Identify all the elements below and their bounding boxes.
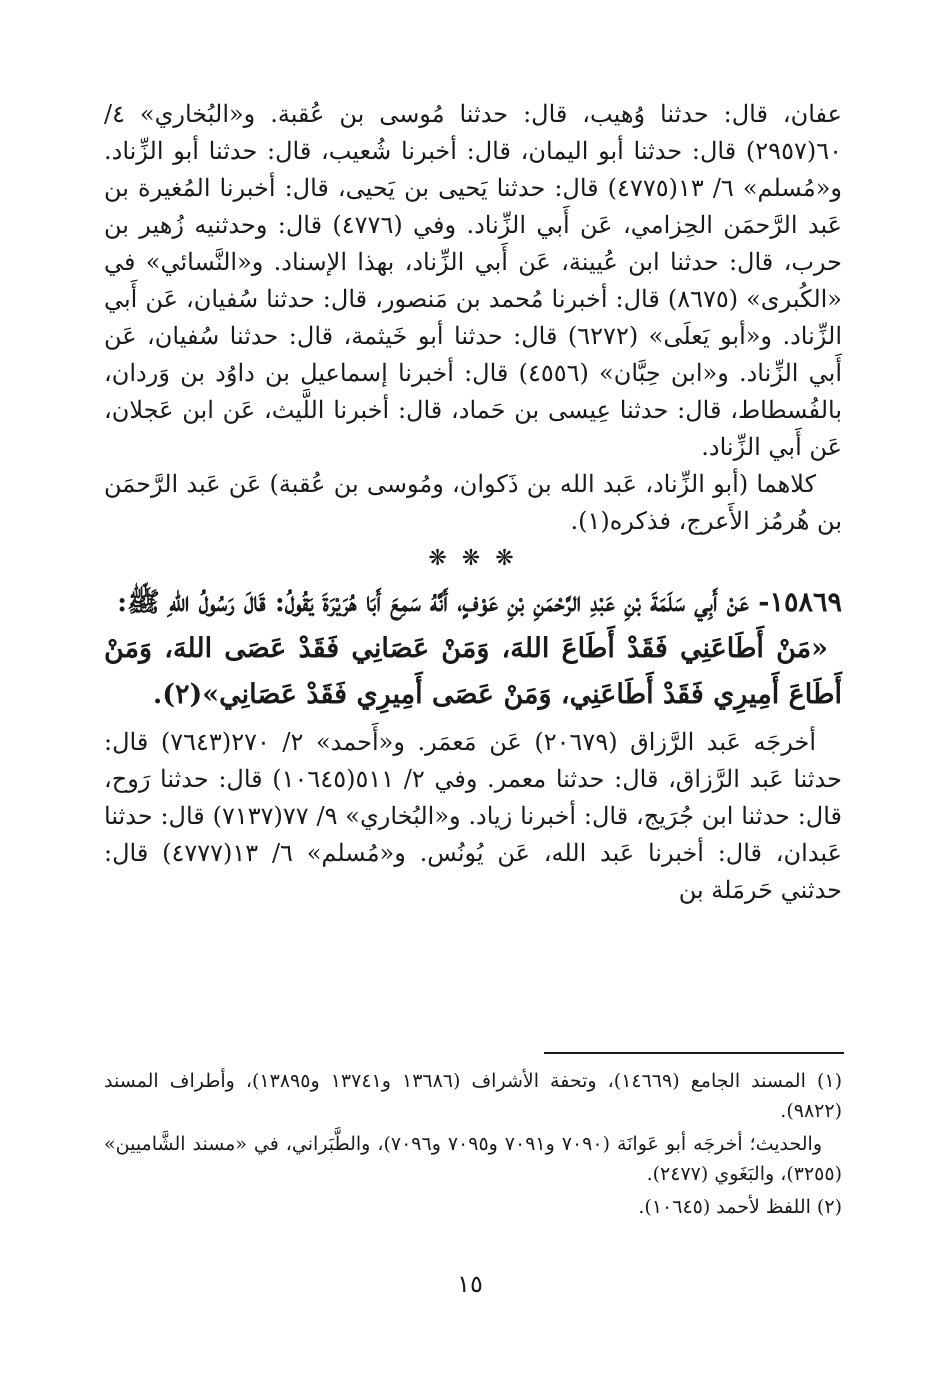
takhrij-paragraph: أخرجَه عَبد الرَّزاق (٢٠٦٧٩) عَن مَعمَر. و«أَحمد» ٢/ ٢٧٠(٧٦٤٣) قال: حدثنا عَبد الرَّزاق، قال: حدثنا معمر. وفي ٢/ ٥١١(١٠٦٤٥) قال: حدثنا رَوح، قال: حدثنا ابن جُرَيج، قال: أخبرنا زياد. و«البُخاري» ٩/ ٧٧(٧١٣٧) قال: حدثنا عَبدان، قال: أخبرنا عَبد الله، عَن يُونُس. و«مُسلم» ٦/ ١٣(٤٧٧٧) قال: حدثني حَرمَلة بن [104, 728, 842, 904]
hadith-text: «مَنْ أَطَاعَنِي فَقَدْ أَطَاعَ اللهَ، وَمَنْ عَصَانِي فَقَدْ عَصَى اللهَ، وَمَنْ أَطَاعَ أَمِيرِي فَقَدْ أَطَاعَنِي، وَمَنْ عَصَى أَمِيرِي فَقَدْ عَصَانِي»(٢). [104, 633, 842, 710]
section-separator: ❋ ❋ ❋ [428, 546, 518, 571]
footnotes [104, 1066, 842, 1225]
summary-paragraph: كلاهما (أبو الزِّناد، عَبد الله بن ذَكوان، ومُوسى بن عُقبة) عَن عَبد الرَّحمَن بن هُرمُز الأَعرج، فذكره(١). [104, 470, 842, 535]
footnote-1-continued: والحديث؛ أخرجَه أبو عَوانَة (٧٠٩٠ و٧٠٩١ و٧٠٩٥ و٧٠٩٦)، والطَّبَراني، في «مسند الشَّاميين» (٣٢٥٥)، والبَغَوي (٢٤٧٧). [104, 1133, 842, 1185]
footnote-1: (١) المسند الجامع (١٤٦٦٩)، وتحفة الأشراف (١٣٦٨٦ و١٣٧٤١ و١٣٨٩٥)، وأطراف المسند (٩٨٢٢). [104, 1070, 842, 1122]
footnote-divider [544, 1052, 844, 1054]
isnad-paragraph: عفان، قال: حدثنا وُهيب، قال: حدثنا مُوسى بن عُقبة. و«البُخاري» ٤/ ٦٠(٢٩٥٧) قال: حدثنا أبو اليمان، قال: أخبرنا شُعيب، قال: حدثنا أبو الزِّناد. و«مُسلم» ٦/ ١٣(٤٧٧٥) قال: حدثنا يَحيى بن يَحيى، قال: أخبرنا المُغيرة بن عَبد الرَّحمَن الحِزامي، عَن أَبي الزِّناد. وفي (٤٧٧٦) قال: وحدثنيه زُهير بن حرب، قال: حدثنا ابن عُيينة، عَن أَبي الزِّناد، بهذا الإسناد. و«النَّسائي» في «الكُبرى» (٨٦٧٥) قال: أخبرنا مُحمد بن مَنصور، قال: حدثنا سُفيان، عَن أَبي الزِّناد. و«أبو يَعلَى» (٦٢٧٢) قال: حدثنا أبو خَيثمة، قال: حدثنا سُفيان، عَن أَبي الزِّناد. و«ابن حِبَّان» (٤٥٥٦) قال: أخبرنا إسماعيل بن داوُد بن وَردان، بالفُسطاط، قال: حدثنا عِيسى بن حَماد، قال: أخبرنا اللَّيث، عَن ابن عَجلان، عَن أَبي الزِّناد. [104, 100, 843, 461]
main-text [104, 96, 842, 909]
hadith-heading: ١٥٨٦٩- عَنْ أَبِي سَلَمَةَ بْنِ عَبْدِ الرَّحْمَنِ بْنِ عَوْفٍ، أَنَّهُ سَمِعَ أَبَا هُرَيْرَةَ يَقُولُ: قَالَ رَسُولُ اللهِ ﷺ: [117, 587, 842, 618]
footnote-2: (٢) اللفظ لأحمد (١٠٦٤٥). [638, 1196, 842, 1218]
page-number: ١٥ [457, 1270, 483, 1298]
